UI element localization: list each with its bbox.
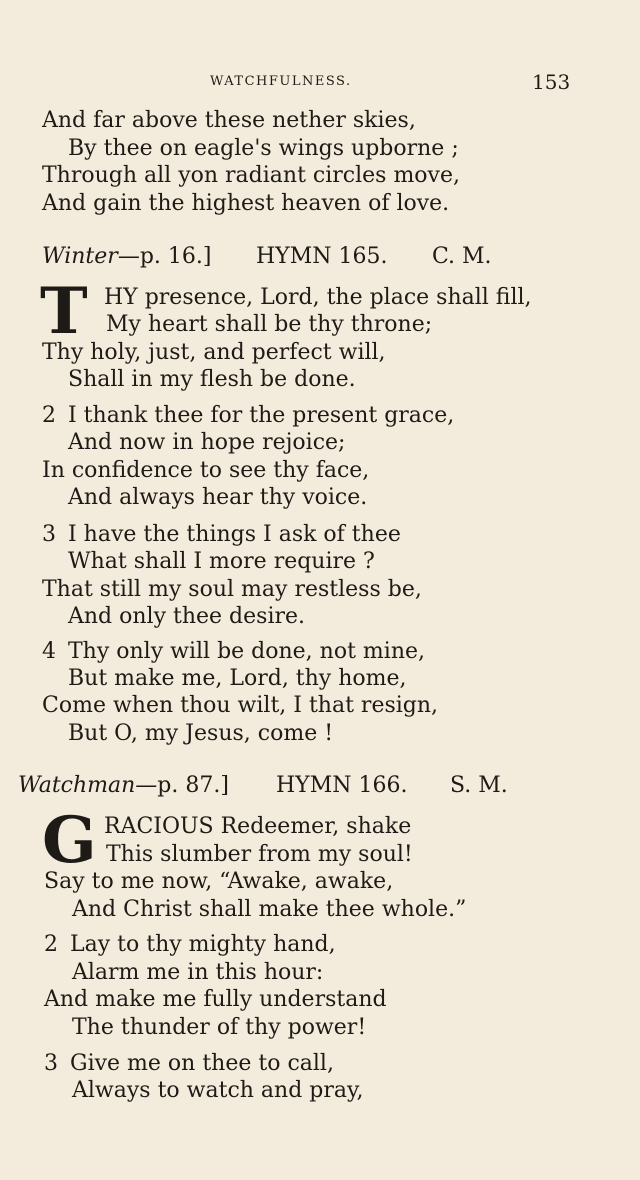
verse-line: And only thee desire. (68, 604, 306, 629)
tune-name: Winter (42, 244, 118, 269)
page-number: 153 (532, 70, 571, 94)
hymn-number: HYMN 166. (276, 773, 408, 798)
drop-cap: T (40, 274, 88, 349)
hymn-165-heading (42, 243, 211, 271)
verse-line: Alarm me in this hour: (72, 960, 324, 985)
tune-reference: —p. 87.] (135, 773, 229, 798)
verse-number: 3 (42, 522, 56, 547)
verse-line: In confidence to see thy face, (42, 458, 370, 483)
verse-line (42, 638, 425, 666)
verse-line: And gain the highest heaven of love. (42, 191, 450, 216)
verse-line: Say to me now, “Awake, awake, (44, 869, 394, 894)
verse-line: By thee on eagle's wings upborne ; (68, 136, 459, 161)
verse-line: Thy holy, just, and perfect will, (42, 340, 386, 365)
verse-line (42, 521, 401, 549)
verse-text: Thy only will be done, not mine, (68, 639, 425, 664)
verse-line: Shall in my flesh be done. (68, 367, 356, 392)
verse-line: And now in hope rejoice; (68, 430, 346, 455)
verse-line: Through all yon radiant circles move, (42, 163, 460, 188)
verse-line: And make me fully understand (44, 987, 387, 1012)
verse-line: Always to watch and pray, (72, 1078, 364, 1103)
verse-line: That still my soul may restless be, (42, 577, 422, 602)
verse-text: Lay to thy mighty hand, (70, 932, 336, 957)
verse-number: 3 (44, 1051, 58, 1076)
verse-line: But O, my Jesus, come ! (68, 721, 334, 746)
verse-line: What shall I more require ? (68, 549, 375, 574)
verse-line: But make me, Lord, thy home, (68, 666, 407, 691)
drop-cap: G (42, 803, 97, 878)
verse-line (44, 1050, 334, 1078)
verse-line: This slumber from my soul! (106, 842, 413, 867)
verse-line (42, 402, 454, 430)
verse-text: I have the things I ask of thee (68, 522, 401, 547)
verse-line: HY presence, Lord, the place shall fill, (104, 285, 532, 310)
verse-text: Give me on thee to call, (70, 1051, 334, 1076)
verse-line: And far above these nether skies, (42, 108, 416, 133)
verse-text: I thank thee for the present grace, (68, 403, 455, 428)
hymn-166-heading (18, 772, 229, 800)
verse-line: My heart shall be thy throne; (106, 312, 433, 337)
verse-number: 2 (42, 403, 56, 428)
verse-line: RACIOUS Redeemer, shake (104, 814, 412, 839)
tune-reference: —p. 16.] (117, 244, 212, 269)
running-title: WATCHFULNESS. (210, 74, 352, 89)
verse-line: And always hear thy voice. (68, 485, 368, 510)
verse-line: And Christ shall make thee whole.” (72, 897, 467, 922)
verse-number: 2 (44, 932, 58, 957)
hymn-meter: C. M. (432, 244, 492, 269)
running-head (0, 70, 640, 94)
hymn-number: HYMN 165. (256, 244, 388, 269)
verse-line: Come when thou wilt, I that resign, (42, 693, 439, 718)
verse-line: The thunder of thy power! (72, 1015, 367, 1040)
hymn-meter: S. M. (450, 773, 508, 798)
verse-number: 4 (42, 639, 56, 664)
verse-line (44, 931, 336, 959)
tune-name: Watchman (18, 773, 136, 798)
